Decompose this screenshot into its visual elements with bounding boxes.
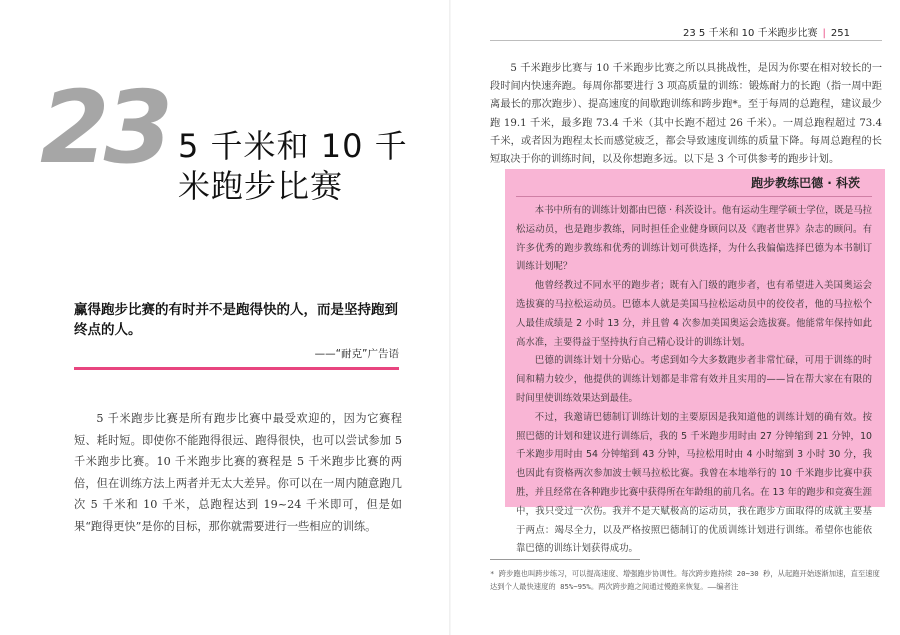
epigraph-quote: 赢得跑步比赛的有时并不是跑得快的人，而是坚持跑到终点的人。 — [74, 302, 398, 338]
sidebar-title: 跑步教练巴德 · 科茨 — [751, 176, 860, 190]
header-rule — [490, 40, 882, 41]
sidebar-divider — [516, 196, 872, 197]
right-body-text — [490, 60, 882, 169]
chapter-title: 5 千米和 10 千米跑步比赛 — [178, 127, 408, 205]
page-gutter — [449, 0, 451, 635]
left-paragraph: 5 千米跑步比赛是所有跑步比赛中最受欢迎的，因为它赛程短、耗时短。即使你不能跑得很远、跑得很快，也可以尝试参加 5 千米跑步比赛。10 千米跑步比赛的赛程是 5 千米跑步比赛的两倍，但在训练方法上两者并无太大差异。你可以在一周内随意跑几次 5 千米和 10 千米，总跑程达到 19~24 千米即可，但是如果“跑得更快”是你的目标，那你就需要进行一些相应的训练。 — [74, 412, 402, 533]
left-body-text — [74, 408, 402, 537]
coach-sidebar — [505, 169, 885, 555]
sidebar-body — [516, 202, 872, 559]
footnote: * 跨步跑也叫跨步练习，可以提高速度、增强跑步协调性。每次跨步跑持续 20~30 秒，从起跑开始逐渐加速，直至速度达到个人最快速度的 85%~95%。两次跨步跑之间通过慢跑来恢复。——编者注 — [490, 569, 880, 591]
page-number: 251 — [830, 28, 850, 39]
right-paragraph: 5 千米跑步比赛与 10 千米跑步比赛之所以具挑战性，是因为你要在相对较长的一段时间内快速奔跑。每周你都要进行 3 项高质量的训练：锻炼耐力的长跑（指一周中距离最长的那次跑步）、提高速度的间歇跑训练和跨步跑*。至于每周的总跑程，建议最少跑 19.1 千米，最多跑 73.4 千米（其中长跑不超过 26 千米）。一周总跑程超过 73.4 千米，或者因为跑程太长而感觉疲乏，都会导致速度训练的质量下降。每周总跑程的长短取决于你的训练时间，以及你想跑多远。以下是 3 个可供参考的跑步计划。 — [490, 63, 882, 166]
epigraph-attribution: ——“耐克”广告语 — [314, 348, 399, 360]
epigraph-divider — [74, 367, 399, 370]
running-head-chapter: 23 5 千米和 10 千米跑步比赛 — [683, 28, 818, 39]
footnote-rule — [490, 559, 640, 560]
chapter-number: 23 — [40, 69, 168, 186]
sidebar-paragraph: 巴德的训练计划十分贴心。考虑到如今大多数跑步者非常忙碌，可用于训练的时间和精力较少，他提供的训练计划都是非常有效并且实用的——旨在帮大家在有限的时间里使训练效果达到最佳。 — [516, 355, 872, 404]
sidebar-paragraph: 不过，我邀请巴德制订训练计划的主要原因是我知道他的训练计划的确有效。按照巴德的计划和建议进行训练后，我的 5 千米跑步用时由 27 分钟缩到 21 分钟，10 千米跑步用时由 54 分钟缩到 43 分钟，马拉松用时由 4 小时缩到 3 小时 30 分，我也因此有资格两次参加波士顿马拉松比赛。我曾在本地举行的 10 千米跑步比赛中获胜，并且经常在各种跑步比赛中获得所在年龄组的前几名。在 13 年的跑步和竞赛生涯中，我只受过一次伤。我并不是天赋极高的运动员，我在跑步方面取得的成就主要基于两点：竭尽全力，以及严格按照巴德制订的优质训练计划进行训练。希望你也能依靠巴德的训练计划获得成功。 — [516, 411, 872, 555]
sidebar-paragraph: 他曾经教过不同水平的跑步者；既有入门级的跑步者，也有希望进入美国奥运会选拔赛的马拉松运动员。巴德本人就是美国马拉松运动员中的佼佼者，他的马拉松个人最佳成绩是 2 小时 13 分，并且曾 4 次参加美国奥运会选拔赛。他能常年保持如此高水准，主要得益于坚持执行自己精心设计的训练计划。 — [516, 280, 872, 348]
running-head-separator: | — [822, 28, 826, 39]
sidebar-paragraph: 本书中所有的训练计划都由巴德 · 科茨设计。他有运动生理学硕士学位，既是马拉松运动员，也是跑步教练，同时担任企业健身顾问以及《跑者世界》杂志的顾问。有许多优秀的跑步教练和优秀的训练计划可供选择，为什么我偏偏选择巴德为本书制订训练计划呢？ — [516, 205, 872, 273]
running-head — [683, 24, 850, 39]
